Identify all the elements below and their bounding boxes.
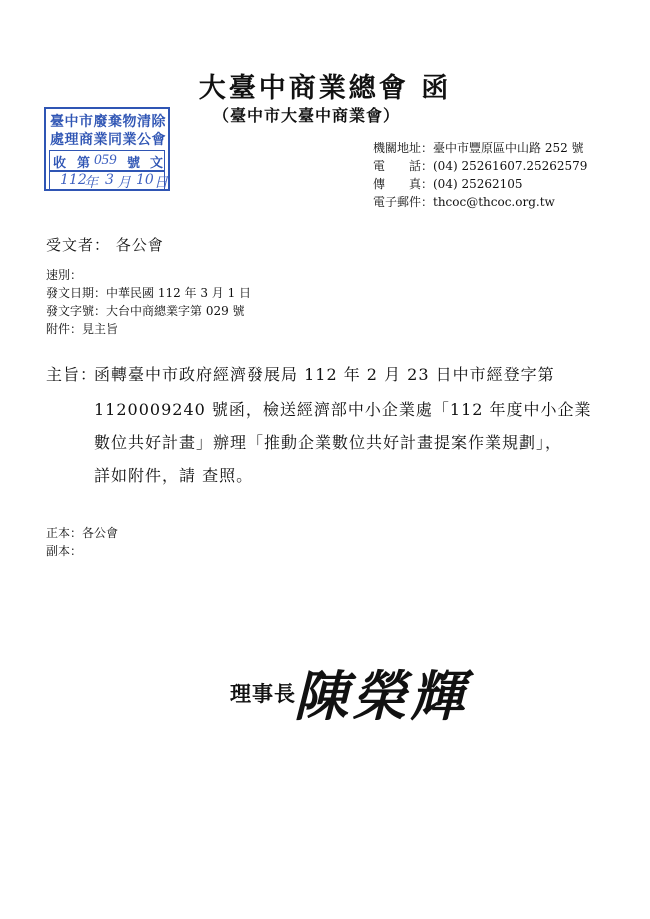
subject-line-1: 函轉臺中市政府經濟發展局 112 年 2 月 23 日中市經登字第 bbox=[94, 365, 555, 384]
signature-name: 陳榮輝 bbox=[294, 665, 468, 728]
stamp-number-row bbox=[49, 150, 165, 171]
doc-number: 發文字號：大台中商總業字第 029 號 bbox=[46, 304, 245, 318]
attachment: 附件：見主旨 bbox=[46, 322, 119, 336]
stamp-year-char: 年 bbox=[84, 175, 98, 191]
copy-recipients: 副本： bbox=[46, 544, 83, 558]
subject-line-3: 數位共好計畫」辦理「推動企業數位共好計畫提案作業規劃」， bbox=[94, 433, 563, 452]
contact-phone: 電 話：(04) 25261607.25262579 bbox=[373, 159, 588, 173]
contact-address: 機關地址：臺中市豐原區中山路 252 號 bbox=[373, 141, 584, 155]
speed-field: 速別： bbox=[46, 268, 83, 282]
stamp-org-line2: 處理商業同業公會 bbox=[50, 132, 166, 148]
receipt-stamp bbox=[44, 107, 170, 191]
letter-subtitle: （臺中市大臺中商業會） bbox=[213, 106, 401, 125]
stamp-year: 112 bbox=[60, 172, 87, 188]
stamp-org-line1: 臺中市廢棄物清除 bbox=[50, 114, 166, 130]
stamp-number: 059 bbox=[94, 152, 117, 168]
subject-label: 主旨： bbox=[46, 365, 98, 384]
stamp-hao-char: 號 bbox=[127, 156, 141, 171]
contact-email: 電子郵件：thcoc@thcoc.org.tw bbox=[373, 195, 555, 209]
subject-line-2: 1120009240 號函，檢送經濟部中小企業處「112 年度中小企業 bbox=[94, 400, 592, 419]
signature-title: 理事長 bbox=[230, 682, 296, 706]
stamp-day-char: 日 bbox=[154, 175, 168, 191]
stamp-date-row bbox=[49, 171, 168, 191]
original-recipients: 正本：各公會 bbox=[46, 526, 119, 540]
contact-fax: 傳 真：(04) 25262105 bbox=[373, 177, 523, 191]
stamp-no-char: 第 bbox=[77, 156, 91, 171]
stamp-wen-char: 文 bbox=[150, 156, 164, 171]
letter-title: 大臺中商業總會 函 bbox=[198, 73, 452, 104]
recipient: 受文者： 各公會 bbox=[46, 236, 164, 254]
stamp-day: 10 bbox=[136, 172, 154, 188]
stamp-month: 3 bbox=[105, 172, 114, 188]
issue-date: 發文日期：中華民國 112 年 3 月 1 日 bbox=[46, 286, 252, 300]
subject-line-4: 詳如附件，請 查照。 bbox=[94, 466, 254, 485]
stamp-month-char: 月 bbox=[117, 175, 131, 191]
stamp-recv-char: 收 bbox=[53, 156, 67, 171]
